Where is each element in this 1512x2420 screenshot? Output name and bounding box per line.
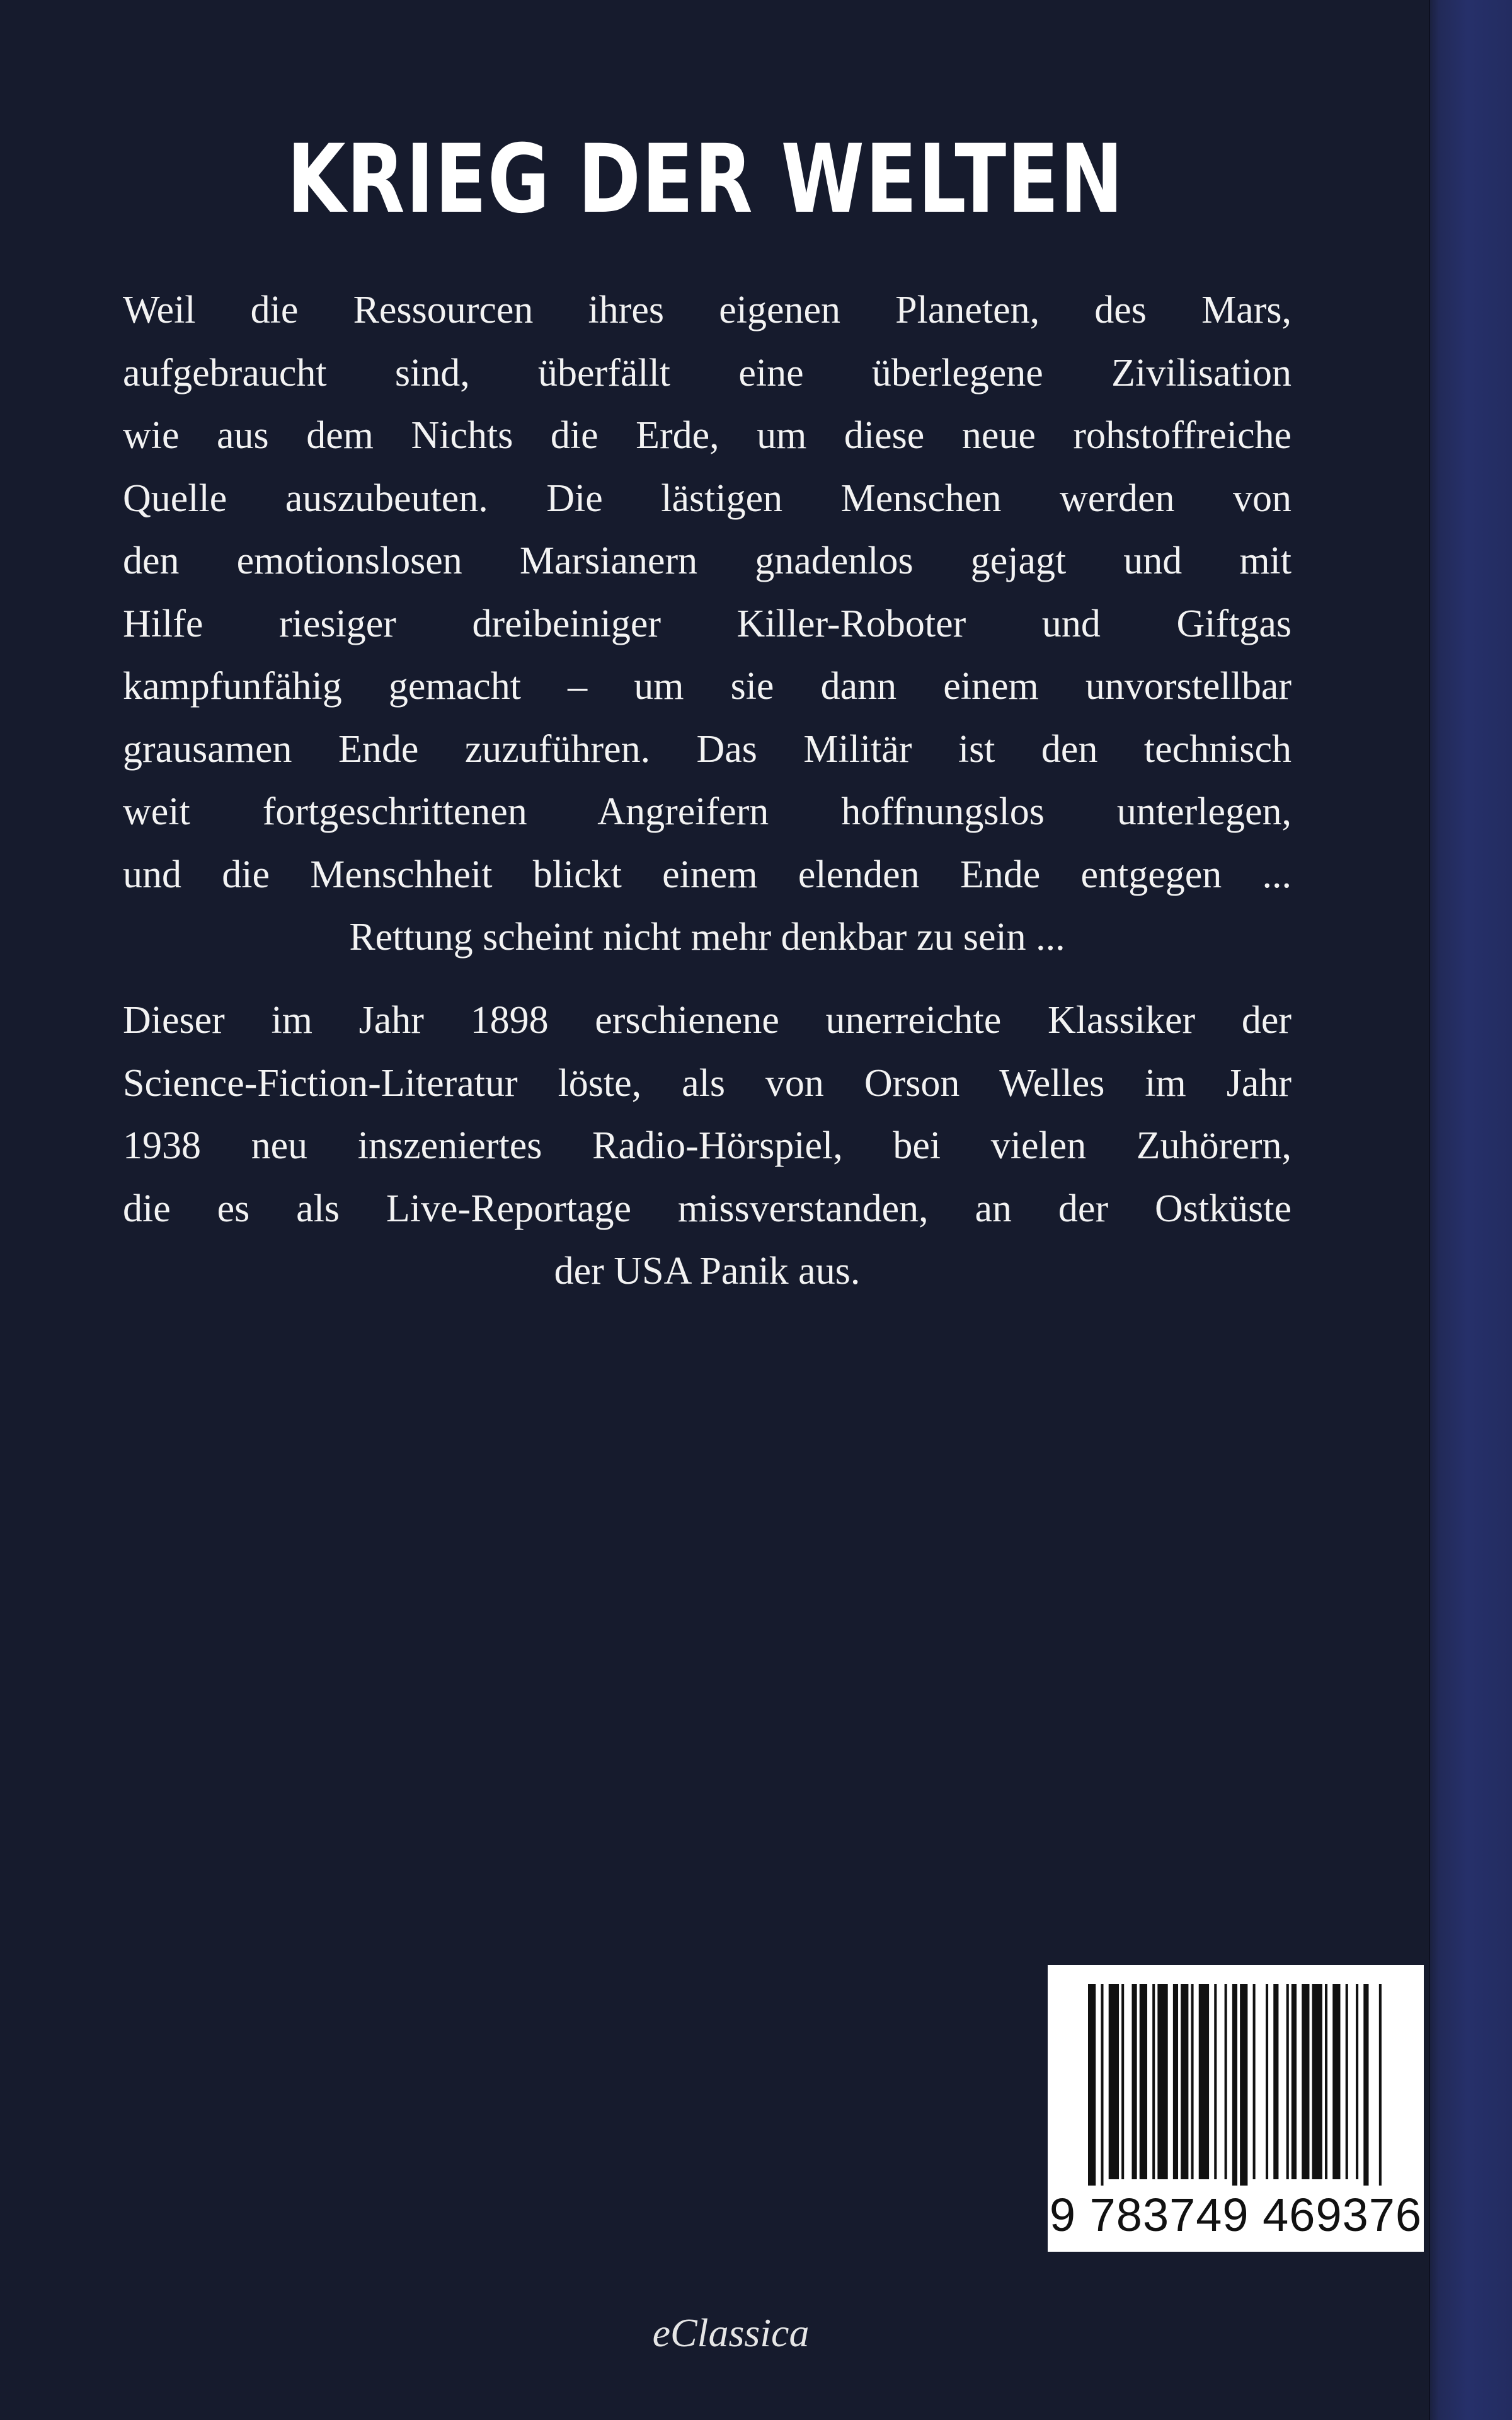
barcode-bar xyxy=(1253,1984,1256,2179)
blurb-line: aufgebraucht sind, überfällt eine überlegene Zivilisation xyxy=(123,351,1292,395)
isbn-number: 9 783749 469376 xyxy=(1049,2189,1423,2241)
blurb-line: Quelle auszubeuten. Die lästigen Menschen werden von xyxy=(123,476,1292,520)
blurb-line: Rettung scheint nicht mehr denkbar zu sein ... xyxy=(349,916,1065,959)
isbn-barcode xyxy=(1048,1965,1424,2252)
barcode-bar xyxy=(1225,1984,1227,2179)
blurb-line: Hilfe riesiger dreibeiniger Killer-Roboter und Giftgas xyxy=(123,602,1292,645)
barcode-bar xyxy=(1273,1984,1278,2179)
barcode-bar xyxy=(1266,1984,1268,2179)
blurb-line: grausamen Ende zuzuführen. Das Militär ist den technisch xyxy=(123,727,1292,771)
blurb-line: weit fortgeschrittenen Angreifern hoffnungslos unterlegen, xyxy=(123,790,1292,833)
barcode-bar xyxy=(1346,1984,1348,2179)
blurb-paragraph-1 xyxy=(123,279,1292,969)
blurb-line: wie aus dem Nichts die Erde, um diese neue rohstoffreiche xyxy=(123,414,1292,457)
barcode-bar xyxy=(1292,1984,1297,2179)
blurb-line: den emotionslosen Marsianern gnadenlos gejagt und mit xyxy=(123,539,1292,582)
barcode-bar xyxy=(1121,1984,1124,2179)
barcode-bar xyxy=(1356,1984,1358,2179)
barcode-bar xyxy=(1240,1984,1247,2186)
book-title: KRIEG DER WELTEN xyxy=(287,125,1125,234)
blurb-line: Dieser im Jahr 1898 erschienene unerreichte Klassiker der xyxy=(123,999,1292,1042)
barcode-bar xyxy=(1214,1984,1217,2179)
barcode-bar xyxy=(1101,1984,1103,2186)
barcode-bar xyxy=(1131,1984,1137,2179)
barcode-icon xyxy=(1088,1984,1384,2186)
barcode-bar xyxy=(1325,1984,1327,2179)
barcode-bar xyxy=(1157,1984,1167,2179)
barcode-bar xyxy=(1312,1984,1322,2179)
spine-edge xyxy=(1430,0,1512,2420)
barcode-bar xyxy=(1302,1984,1309,2179)
publisher-logo: eClassica xyxy=(652,2310,810,2355)
blurb-line: und die Menschheit blickt einem elenden Ende entgegen ... xyxy=(123,853,1292,896)
blurb-line: Weil die Ressourcen ihres eigenen Planeten, des Mars, xyxy=(123,289,1292,331)
barcode-bar xyxy=(1199,1984,1209,2179)
blurb-line: 1938 neu inszeniertes Radio-Hörspiel, bei vielen Zuhörern, xyxy=(123,1124,1292,1167)
barcode-bar xyxy=(1152,1984,1155,2179)
barcode-bar xyxy=(1363,1984,1368,2186)
barcode-bar xyxy=(1191,1984,1193,2179)
barcode-bar xyxy=(1181,1984,1188,2179)
blurb-paragraph-2 xyxy=(123,989,1292,1303)
blurb-line: Science-Fiction-Literatur löste, als von Orson Welles im Jahr xyxy=(123,1061,1292,1105)
blurb-line: die es als Live-Reportage missverstanden, an der Ostküste xyxy=(123,1187,1292,1230)
barcode-bar xyxy=(1140,1984,1147,2179)
blurb-line: der USA Panik aus. xyxy=(554,1250,861,1293)
barcode-bar xyxy=(1332,1984,1340,2179)
barcode-bar xyxy=(1109,1984,1119,2179)
barcode-bar xyxy=(1286,1984,1289,2179)
barcode-bar xyxy=(1173,1984,1178,2179)
blurb-line: kampfunfähig gemacht – um sie dann einem unvorstellbar xyxy=(123,665,1292,708)
barcode-bar xyxy=(1232,1984,1237,2186)
barcode-bar xyxy=(1088,1984,1096,2186)
barcode-bar xyxy=(1379,1984,1382,2186)
